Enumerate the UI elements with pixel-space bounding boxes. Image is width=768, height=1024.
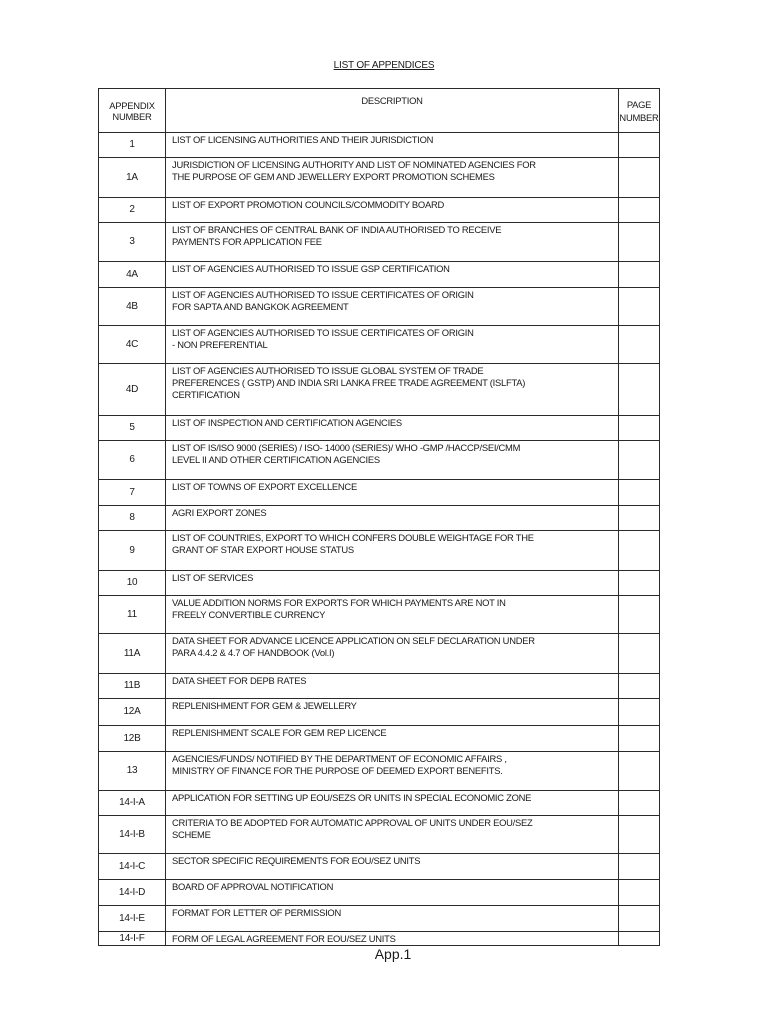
table-row (99, 791, 660, 816)
appendix-description: REPLENISHMENT SCALE FOR GEM REP LICENCE (166, 726, 619, 752)
table-row (99, 596, 660, 634)
table-row (99, 326, 660, 364)
table-row (99, 506, 660, 531)
appendix-description: REPLENISHMENT FOR GEM & JEWELLERY (166, 699, 619, 726)
appendix-number: 8 (99, 506, 166, 531)
appendix-description: VALUE ADDITION NORMS FOR EXPORTS FOR WHICH PAYMENTS ARE NOT IN FREELY CONVERTIBLE CURRENCY (166, 596, 619, 634)
header-appendix-number: APPENDIX NUMBER (99, 89, 166, 133)
appendix-description: CRITERIA TO BE ADOPTED FOR AUTOMATIC APPROVAL OF UNITS UNDER EOU/SEZ SCHEME (166, 816, 619, 854)
appendix-number: 3 (99, 223, 166, 262)
page-number-cell (619, 262, 660, 288)
page-number-cell (619, 699, 660, 726)
appendix-description: LIST OF EXPORT PROMOTION COUNCILS/COMMODITY BOARD (166, 198, 619, 223)
page-number-cell (619, 571, 660, 596)
header-description: DESCRIPTION (166, 89, 619, 133)
appendix-description: LIST OF AGENCIES AUTHORISED TO ISSUE GSP CERTIFICATION (166, 262, 619, 288)
table-row (99, 816, 660, 854)
page-number-cell (619, 480, 660, 506)
appendix-description: LIST OF IS/ISO 9000 (SERIES) / ISO- 14000 (SERIES)/ WHO -GMP /HACCP/SEI/CMM LEVEL II AND OTHER CERTIFICATION AGENCIES (166, 441, 619, 480)
appendix-number: 11A (99, 634, 166, 674)
header-page-number: PAGE NUMBER (619, 89, 660, 133)
appendix-description: AGENCIES/FUNDS/ NOTIFIED BY THE DEPARTMENT OF ECONOMIC AFFAIRS , MINISTRY OF FINANCE FOR THE PURPOSE OF DEEMED EXPORT BENEFITS. (166, 752, 619, 791)
page-number-cell (619, 634, 660, 674)
table-row (99, 571, 660, 596)
page-number-cell (619, 854, 660, 880)
appendix-number: 9 (99, 531, 166, 571)
page-number-cell (619, 223, 660, 262)
appendix-number: 14-I-B (99, 816, 166, 854)
appendix-number: 12A (99, 699, 166, 726)
appendix-number: 10 (99, 571, 166, 596)
appendix-description: JURISDICTION OF LICENSING AUTHORITY AND LIST OF NOMINATED AGENCIES FOR THE PURPOSE OF GEM AND JEWELLERY EXPORT PROMOTION SCHEMES (166, 158, 619, 198)
appendix-number: 11 (99, 596, 166, 634)
table-row (99, 634, 660, 674)
table-row (99, 726, 660, 752)
table-row (99, 752, 660, 791)
table-row (99, 158, 660, 198)
appendix-description: APPLICATION FOR SETTING UP EOU/SEZS OR UNITS IN SPECIAL ECONOMIC ZONE (166, 791, 619, 816)
page-number-cell (619, 364, 660, 416)
page-number-cell (619, 198, 660, 223)
table-row (99, 223, 660, 262)
table-row (99, 674, 660, 699)
appendix-description: DATA SHEET FOR ADVANCE LICENCE APPLICATION ON SELF DECLARATION UNDER PARA 4.4.2 & 4.7 OF HANDBOOK (Vol.I) (166, 634, 619, 674)
page-number-cell (619, 326, 660, 364)
appendix-description: LIST OF SERVICES (166, 571, 619, 596)
appendix-description: LIST OF AGENCIES AUTHORISED TO ISSUE CERTIFICATES OF ORIGIN - NON PREFERENTIAL (166, 326, 619, 364)
page-footer: App.1 (374, 946, 412, 962)
page-number-cell (619, 752, 660, 791)
table-row (99, 480, 660, 506)
table-row (99, 932, 660, 946)
appendix-number: 14-I-D (99, 880, 166, 906)
table-header-row (99, 89, 660, 133)
appendix-number: 2 (99, 198, 166, 223)
appendix-number: 4C (99, 326, 166, 364)
appendix-number: 6 (99, 441, 166, 480)
appendix-description: SECTOR SPECIFIC REQUIREMENTS FOR EOU/SEZ UNITS (166, 854, 619, 880)
table-row (99, 288, 660, 326)
page-title: LIST OF APPENDICES (333, 60, 435, 71)
table-row (99, 699, 660, 726)
page-number-cell (619, 506, 660, 531)
page-number-cell (619, 531, 660, 571)
appendix-description: LIST OF COUNTRIES, EXPORT TO WHICH CONFERS DOUBLE WEIGHTAGE FOR THE GRANT OF STAR EXPORT HOUSE STATUS (166, 531, 619, 571)
page-number-cell (619, 674, 660, 699)
table-row (99, 262, 660, 288)
page-number-cell (619, 133, 660, 158)
page-number-cell (619, 416, 660, 441)
appendix-number: 5 (99, 416, 166, 441)
table-row (99, 364, 660, 416)
appendix-description: LIST OF INSPECTION AND CERTIFICATION AGENCIES (166, 416, 619, 441)
appendix-description: LIST OF LICENSING AUTHORITIES AND THEIR JURISDICTION (166, 133, 619, 158)
appendix-description: LIST OF BRANCHES OF CENTRAL BANK OF INDIA AUTHORISED TO RECEIVE PAYMENTS FOR APPLICATION FEE (166, 223, 619, 262)
table-row (99, 416, 660, 441)
appendix-number: 4A (99, 262, 166, 288)
table-row (99, 854, 660, 880)
page-number-cell (619, 726, 660, 752)
appendix-description: AGRI EXPORT ZONES (166, 506, 619, 531)
appendix-number: 14-I-F (99, 932, 166, 946)
page-number-cell (619, 906, 660, 932)
appendix-number: 7 (99, 480, 166, 506)
appendix-description: FORMAT FOR LETTER OF PERMISSION (166, 906, 619, 932)
appendix-description: DATA SHEET FOR DEPB RATES (166, 674, 619, 699)
page-number-cell (619, 441, 660, 480)
appendix-number: 14-I-A (99, 791, 166, 816)
appendix-description: LIST OF TOWNS OF EXPORT EXCELLENCE (166, 480, 619, 506)
page-number-cell (619, 791, 660, 816)
appendices-table (98, 88, 660, 946)
table-row (99, 133, 660, 158)
page-number-cell (619, 880, 660, 906)
appendix-number: 4B (99, 288, 166, 326)
table-row (99, 531, 660, 571)
appendix-number: 14-I-E (99, 906, 166, 932)
appendix-description: LIST OF AGENCIES AUTHORISED TO ISSUE GLOBAL SYSTEM OF TRADE PREFERENCES ( GSTP) AND INDIA SRI LANKA FREE TRADE AGREEMENT (ISLFTA) CERTIFICATION (166, 364, 619, 416)
appendix-number: 11B (99, 674, 166, 699)
page-number-cell (619, 596, 660, 634)
appendix-number: 14-I-C (99, 854, 166, 880)
page-number-cell (619, 158, 660, 198)
table-row (99, 906, 660, 932)
table-row (99, 441, 660, 480)
table-row (99, 880, 660, 906)
appendix-number: 12B (99, 726, 166, 752)
appendix-number: 4D (99, 364, 166, 416)
appendix-number: 1A (99, 158, 166, 198)
appendix-description: LIST OF AGENCIES AUTHORISED TO ISSUE CERTIFICATES OF ORIGIN FOR SAPTA AND BANGKOK AGREEMENT (166, 288, 619, 326)
page-number-cell (619, 288, 660, 326)
appendix-number: 1 (99, 133, 166, 158)
appendix-description: BOARD OF APPROVAL NOTIFICATION (166, 880, 619, 906)
appendix-number: 13 (99, 752, 166, 791)
page-number-cell (619, 816, 660, 854)
page-number-cell (619, 932, 660, 946)
appendix-description: FORM OF LEGAL AGREEMENT FOR EOU/SEZ UNITS (166, 932, 619, 946)
table-row (99, 198, 660, 223)
